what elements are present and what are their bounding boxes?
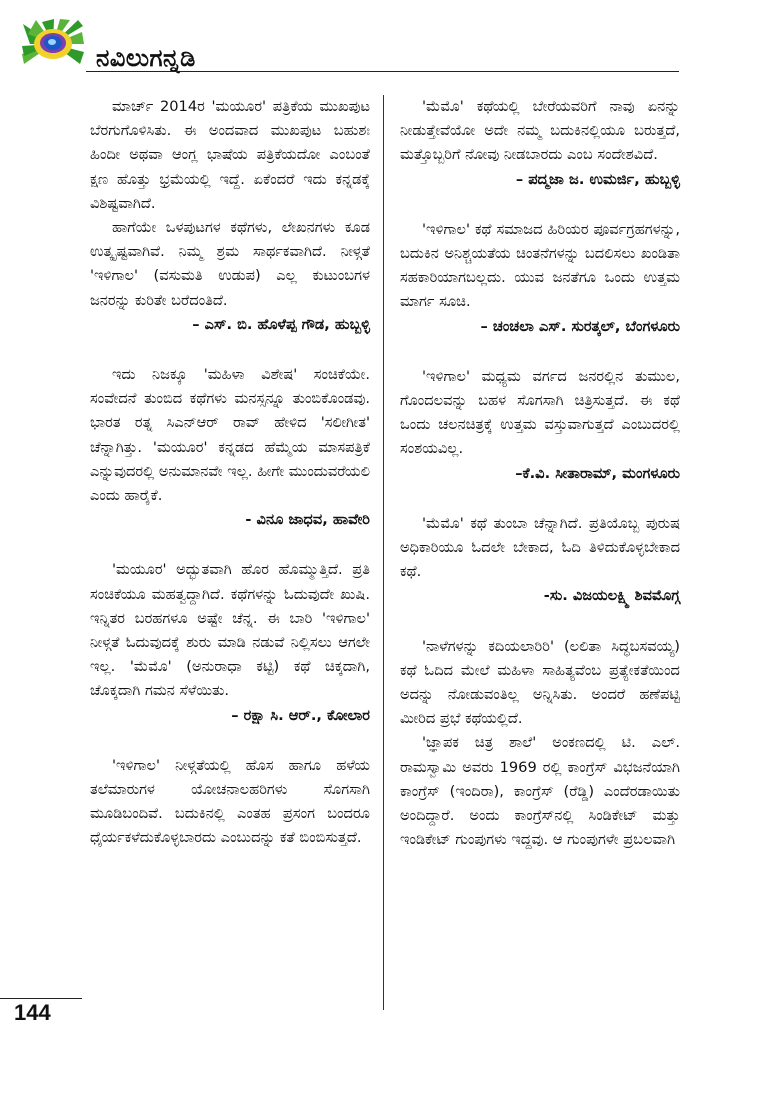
reader-letter [90,558,370,727]
reader-letter [90,754,370,851]
reader-letter [90,95,370,337]
letter-signature: – ರಕ್ಷಾ ಸಿ. ಆರ್., ಕೋಲಾರ [231,706,370,724]
letter-signature: - ವಿನೂ ಜಾಧವ, ಹಾವೇರಿ [245,511,370,529]
letter-paragraph: 'ಇಳಿಗಾಲ' ನೀಳ್ಗತೆಯಲ್ಲಿ ಹೊಸ ಹಾಗೂ ಹಳೆಯ ತಲೆಮಾರುಗಳ ಯೋಚನಾಲಹರಿಗಳು ಸೊಗಸಾಗಿ ಮೂಡಿಬಂದಿವೆ. ಬದುಕಿನಲ್ಲಿ ಎಂತಹ ಪ್ರಸಂಗ ಬಂದರೂ ಧೈರ್ಯಕಳೆದುಕೊಳ್ಳಬಾರದು ಎಂಬುದನ್ನು ಕತೆ ಬಿಂಬಿಸುತ್ತದೆ. [90,756,370,847]
header-rule [86,71,679,72]
letter-body [400,95,680,168]
letter-body [90,95,370,313]
letter-paragraph: 'ಇಳಿಗಾಲ' ಕಥೆ ಸಮಾಜದ ಹಿರಿಯರ ಪೂರ್ವಗ್ರಹಗಳನ್ನು, ಬದುಕಿನ ಅನಿಶ್ಚಯತೆಯ ಚಿಂತನೆಗಳನ್ನು ಬದಲಿಸಲು ಖಂಡಿತಾ ಸಹಕಾರಿಯಾಗಬಲ್ಲದು. ಯುವ ಜನತೆಗೂ ಒಂದು ಉತ್ತಮ ಮಾರ್ಗ ಸೂಚಿ. [400,220,680,311]
section-title: ನವಿಲುಗನ್ನಡಿ [96,44,196,72]
letter-paragraph: ಇದು ನಿಜಕ್ಕೂ 'ಮಹಿಳಾ ವಿಶೇಷ' ಸಂಚಿಕೆಯೇ. ಸಂವೇದನೆ ತುಂಬಿದ ಕಥೆಗಳು ಮನಸ್ಸನ್ನೂ ತುಂಬಿಕೊಂಡವು. ಭಾರತ ರತ್ನ ಸಿಎನ್ಆರ್ ರಾವ್ ಹೇಳಿದ 'ಸಲೀಗೀತ' ಚೆನ್ನಾಗಿತ್ತು. 'ಮಯೂರ' ಕನ್ನಡದ ಹೆಮ್ಮೆಯ ಮಾಸಪತ್ರಿಕೆ ಎನ್ನುವುದರಲ್ಲಿ ಅನುಮಾನವೇ ಇಲ್ಲ. ಹೀಗೇ ಮುಂದುವರೆಯಲಿ ಎಂದು ಹಾರೈಕೆ. [90,366,370,505]
letter-paragraph: 'ಮೆಮೊ' ಕಥೆ ತುಂಬಾ ಚೆನ್ನಾಗಿದೆ. ಪ್ರತಿಯೊಬ್ಬ ಪುರುಷ ಅಧಿಕಾರಿಯೂ ಓದಲೇ ಬೇಕಾದ, ಓದಿ ತಿಳಿದುಕೊಳ್ಳಬೇಕಾದ ಕಥೆ. [400,514,680,581]
reader-letter [400,218,680,339]
left-column [90,95,370,863]
letter-signature: – ಪದ್ಮಜಾ ಜ. ಉಮರ್ಜಿ, ಹುಬ್ಬಳ್ಳಿ [515,170,680,188]
letter-body [400,512,680,585]
letter-paragraph: ಹಾಗೆಯೇ ಒಳಪುಟಗಳ ಕಥೆಗಳು, ಲೇಖನಗಳು ಕೂಡ ಉತ್ಕೃಷ್ಟವಾಗಿವೆ. ನಿಮ್ಮ ಶ್ರಮ ಸಾರ್ಥಕವಾಗಿದೆ. ನೀಳ್ಗತೆ 'ಇಳಿಗಾಲ' (ವಸುಮತಿ ಉಡುಪ) ಎಲ್ಲ ಕುಟುಂಬಗಳ ಜನರನ್ನು ಕುರಿತೇ ಬರೆದಂತಿದೆ. [90,219,370,309]
letter-paragraph: 'ಇಳಿಗಾಲ' ಮಧ್ಯಮ ವರ್ಗದ ಜನರಲ್ಲಿನ ತುಮುಲ, ಗೊಂದಲವನ್ನು ಬಹಳ ಸೊಗಸಾಗಿ ಚಿತ್ರಿಸುತ್ತದೆ. ಈ ಕಥೆ ಒಂದು ಚಲನಚಿತ್ರಕ್ಕೆ ಉತ್ತಮ ವಸ್ತುವಾಗುತ್ತದೆ ಎಂಬುದರಲ್ಲಿ ಸಂಶಯವಿಲ್ಲ. [400,367,680,458]
column-divider [383,95,384,1010]
reader-letter [400,95,680,192]
footer-rule [0,998,82,999]
right-column [400,95,680,864]
peacock-feather-logo [20,18,86,70]
letter-paragraph: ಮಾರ್ಚ್ 2014ರ 'ಮಯೂರ' ಪತ್ರಿಕೆಯ ಮುಖಪುಟ ಬೆರಗುಗೊಳಿಸಿತು. ಈ ಅಂದವಾದ ಮುಖಪುಟ ಬಹುಶಃ ಹಿಂದೀ ಅಥವಾ ಆಂಗ್ಲ ಭಾಷೆಯ ಪತ್ರಿಕೆಯದೋ ಎಂಬಂತೆ ಕ್ಷಣ ಹೊತ್ತು ಭ್ರಮೆಯಲ್ಲಿ ಇದ್ದೆ. ಏಕೆಂದರೆ ಇದು ಕನ್ನಡಕ್ಕೆ ವಿಶಿಷ್ಟವಾಗಿದೆ. [90,98,370,212]
letter-signature: -ಸು. ವಿಜಯಲಕ್ಷ್ಮಿ ಶಿವಮೊಗ್ಗ [543,587,680,605]
reader-letter [400,365,680,486]
letter-paragraph: 'ಜ್ಞಾಪಕ ಚಿತ್ರ ಶಾಲೆ' ಅಂಕಣದಲ್ಲಿ ಟಿ. ಎಲ್. ರಾಮಸ್ವಾಮಿ ಅವರು 1969 ರಲ್ಲಿ ಕಾಂಗ್ರೆಸ್ ವಿಭಜನೆಯಾಗಿ ಕಾಂಗ್ರೆಸ್ (ಇಂದಿರಾ), ಕಾಂಗ್ರೆಸ್ (ರೆಡ್ಡಿ) ಎಂದೆರಡಾಯಿತು ಅಂದಿದ್ದಾರೆ. ಅಂದು ಕಾಂಗ್ರೆಸ್‌ನಲ್ಲಿ ಸಿಂಡಿಕೇಟ್ ಮತ್ತು ಇಂಡಿಕೇಟ್ ಗುಂಪುಗಳು ಇದ್ದವು. ಆ ಗುಂಪುಗಳೇ ಪ್ರಬಲವಾಗಿ [400,734,680,849]
letter-body [400,365,680,462]
letter-paragraph: 'ಮಯೂರ' ಅದ್ಭುತವಾಗಿ ಹೊರ ಹೊಮ್ಮುತ್ತಿದೆ. ಪ್ರತಿ ಸಂಚಿಕೆಯೂ ಮಹತ್ವದ್ದಾಗಿದೆ. ಕಥೆಗಳನ್ನು ಓದುವುದೇ ಖುಷಿ. ಇನ್ನಿತರ ಬರಹಗಳೂ ಅಷ್ಟೇ ಚೆನ್ನ. ಈ ಬಾರಿ 'ಇಳಿಗಾಲ' ನೀಳ್ಗತೆ ಓದುವುದಕ್ಕೆ ಶುರು ಮಾಡಿ ನಡುವೆ ನಿಲ್ಲಿಸಲು ಆಗಲೇ ಇಲ್ಲ. 'ಮೆಮೊ' (ಅನುರಾಧಾ ಕಟ್ಟಿ) ಕಥೆ ಚಿಕ್ಕದಾಗಿ, ಚೊಕ್ಕದಾಗಿ ಗಮನ ಸೆಳೆಯಿತು. [90,561,370,700]
page-number: 144 [14,1000,51,1025]
letter-body [400,635,680,853]
letter-body [90,558,370,703]
reader-letter [90,363,370,532]
letter-signature: – ಚಂಚಲಾ ಎಸ್. ಸುರತ್ಕಲ್, ಬೆಂಗಳೂರು [480,317,680,335]
letter-paragraph: 'ನಾಳೆಗಳನ್ನು ಕದಿಯಲಾರಿರಿ' (ಲಲಿತಾ ಸಿದ್ಧಬಸವಯ್ಯ) ಕಥೆ ಓದಿದ ಮೇಲೆ ಮಹಿಳಾ ಸಾಹಿತ್ಯವೆಂಬ ಪ್ರತ್ಯೇಕತೆಯಿಂದ ಅದನ್ನು ನೋಡುವಂತಿಲ್ಲ ಅನ್ನಿಸಿತು. ಅಂದರೆ ಹಣೆಪಟ್ಟಿ ಮೀರಿದ ಪ್ರಭೆ ಕಥೆಯಲ್ಲಿದೆ. [400,637,680,728]
letter-body [90,754,370,851]
reader-letter [400,635,680,853]
letter-signature: –ಕೆ.ವಿ. ಸೀತಾರಾಮ್, ಮಂಗಳೂರು [515,464,680,482]
letter-paragraph: 'ಮೆಮೊ' ಕಥೆಯಲ್ಲಿ ಬೇರೆಯವರಿಗೆ ನಾವು ಏನನ್ನು ನೀಡುತ್ತೇವೆಯೋ ಅದೇ ನಮ್ಮ ಬದುಕಿನಲ್ಲಿಯೂ ಬರುತ್ತದೆ, ಮತ್ತೊಬ್ಬರಿಗೆ ನೋವು ನೀಡಬಾರದು ಎಂಬ ಸಂದೇಶವಿದೆ. [400,98,680,164]
reader-letter [400,512,680,609]
letter-body [400,218,680,315]
letter-signature: – ಎಸ್. ಬಿ. ಹೊಳೆಪ್ಪ ಗೌಡ, ಹುಬ್ಬಳ್ಳಿ [192,315,370,333]
letter-body [90,363,370,508]
